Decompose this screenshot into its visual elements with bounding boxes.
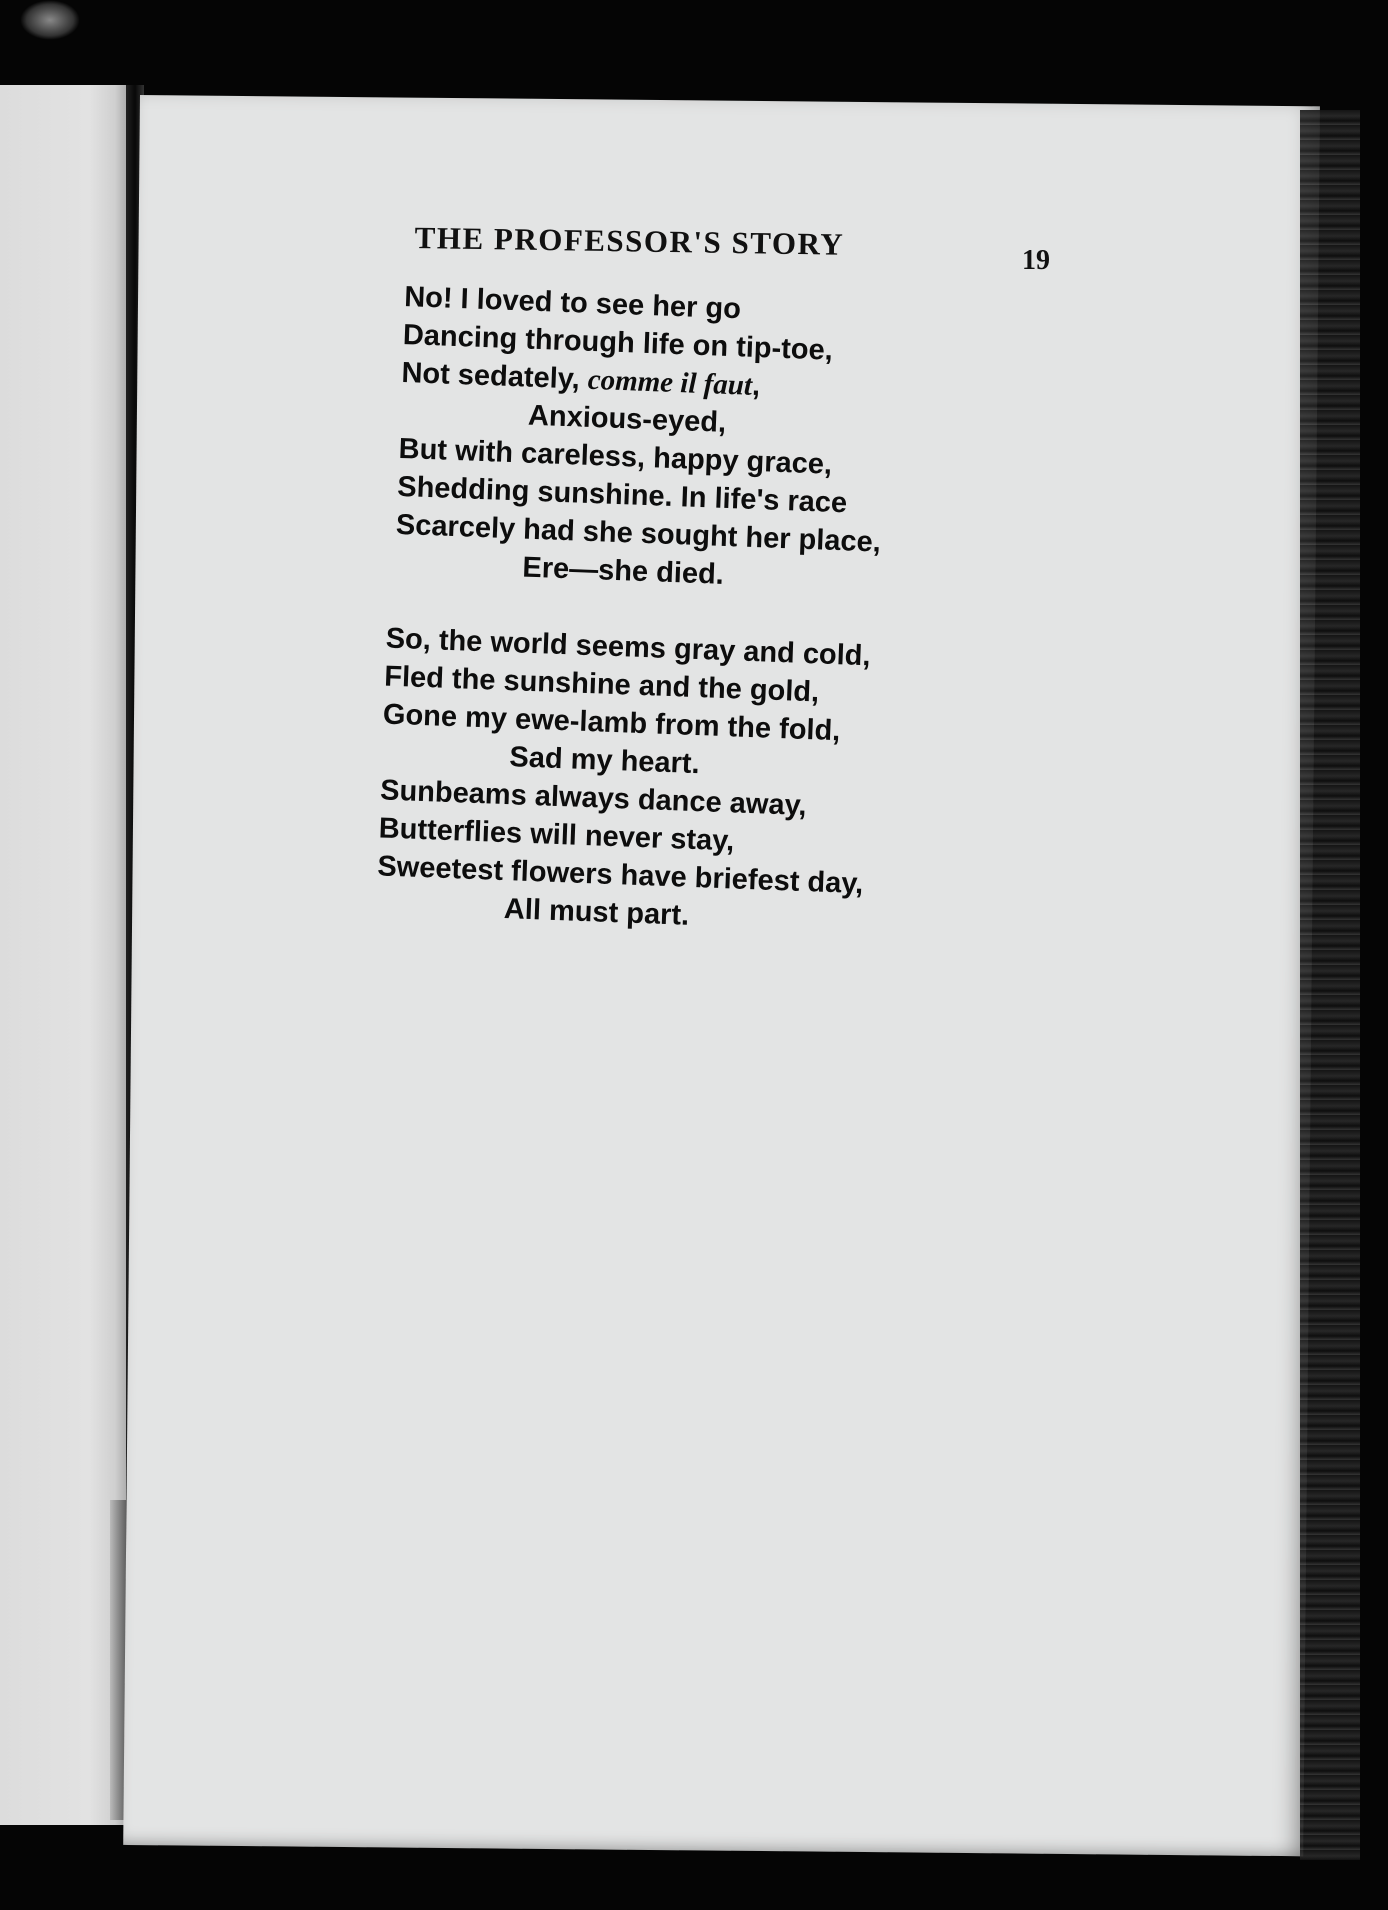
stanza-1 — [394, 278, 925, 601]
running-head: THE PROFESSOR'S STORY — [414, 220, 845, 262]
poem-line-prefix: Not sedately, — [400, 356, 589, 396]
poem — [376, 278, 925, 981]
poem-line: But with careless, happy grace, — [398, 432, 833, 481]
poem-line: No! I loved to see her go — [403, 280, 742, 326]
poem-line: Sunbeams always dance away, — [379, 774, 808, 823]
poem-line: Dancing through life on tip-toe, — [402, 318, 834, 367]
stanza-2 — [375, 620, 912, 943]
poem-line-refrain: Sad my heart. — [508, 741, 701, 781]
poem-line: Gone my ewe-lamb from the fold, — [382, 698, 841, 748]
poem-line: Butterflies will never stay, — [378, 812, 735, 858]
poem-line-refrain: Ere—she died. — [521, 551, 725, 591]
poem-line-refrain: All must part. — [503, 893, 690, 932]
poem-line: Fled the sunshine and the gold, — [383, 660, 820, 709]
poem-line-refrain: Anxious-eyed, — [527, 399, 727, 439]
page-corner-scrap — [20, 0, 80, 40]
poem-line: Shedding sunshine. In life's race — [396, 470, 848, 520]
poem-line-italic: comme il faut — [587, 363, 753, 402]
facing-page-left — [0, 85, 128, 1825]
poem-line: So, the world seems gray and cold, — [385, 622, 872, 673]
page-number: 19 — [1022, 245, 1050, 276]
poem-line-suffix: , — [751, 369, 761, 403]
page-stack-edge — [1300, 110, 1360, 1860]
poem-line: Sweetest flowers have briefest day, — [376, 850, 864, 901]
poem-line: Scarcely had she sought her place, — [395, 508, 882, 559]
